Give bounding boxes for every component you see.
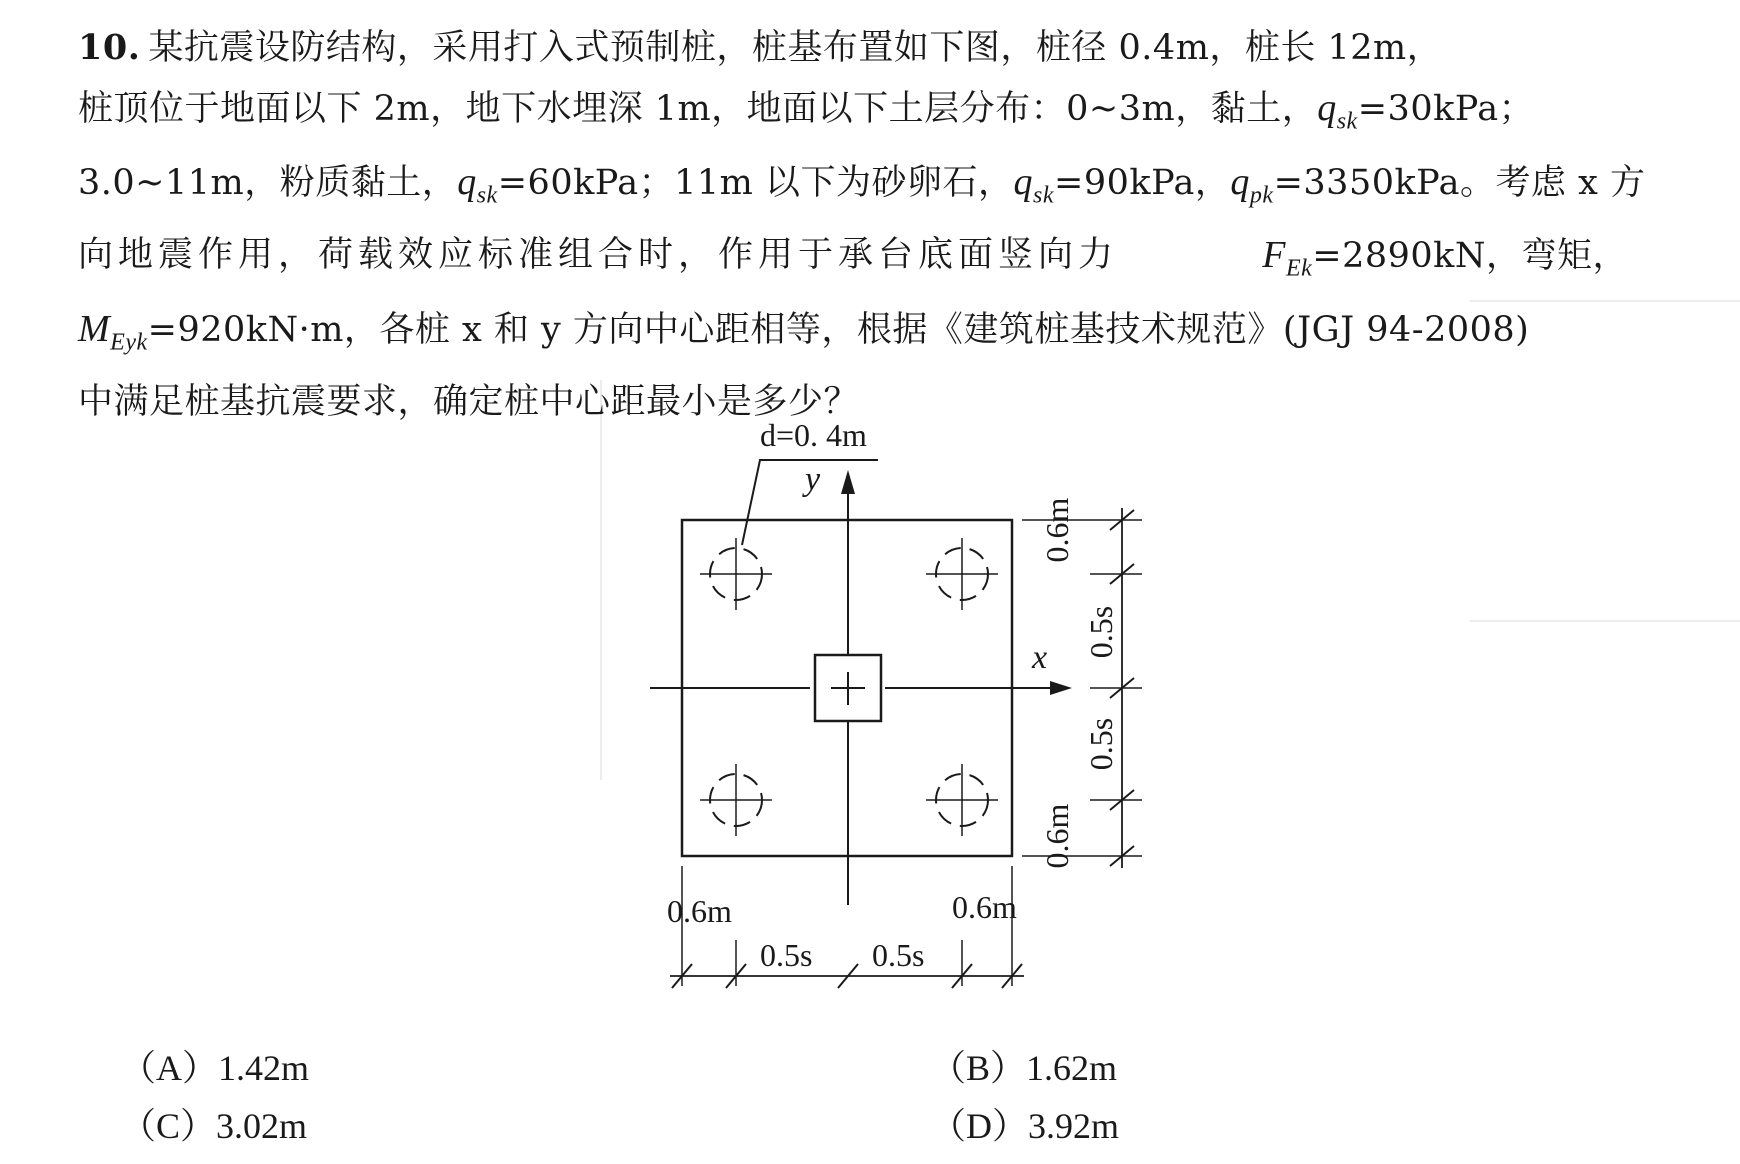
pile-bottom-left bbox=[700, 764, 772, 836]
option-d[interactable]: （D）3.92m bbox=[930, 1106, 1120, 1146]
question-line-1-text: 某抗震设防结构，采用打入式预制桩，桩基布置如下图，桩径 0.4m，桩长 12m， bbox=[148, 28, 1443, 68]
symbol-q: q bbox=[1317, 87, 1337, 129]
qpk-value: =3350kPa。考虑 x 方 bbox=[1273, 162, 1646, 203]
dim-right-half-spacing-bottom: 0.5s bbox=[1083, 717, 1119, 771]
qsk-silty-clay-value: =60kPa；11m 以下为砂卵石， bbox=[497, 162, 1014, 203]
dim-bottom-left-edge: 0.6m bbox=[667, 893, 732, 929]
option-c[interactable]: （C）3.02m bbox=[120, 1106, 308, 1146]
meyk-value: =920kN·m，各桩 x 和 y 方向中心距相等，根据《建筑桩基技术规范》(JGJ 94-2008) bbox=[147, 309, 1530, 350]
pile-top-left bbox=[700, 538, 772, 610]
question-line-6-text: 中满足桩基抗震要求，确定桩中心距最小是多少？ bbox=[78, 382, 860, 423]
option-b[interactable]: （B）1.62m bbox=[930, 1048, 1118, 1088]
x-axis-label: x bbox=[1032, 639, 1048, 676]
symbol-M: M bbox=[78, 307, 111, 350]
pile-top-right bbox=[926, 538, 998, 610]
question-line-3-text: 3.0~11m，粉质黏土， bbox=[78, 162, 458, 203]
y-axis-arrow bbox=[841, 470, 855, 494]
dim-right-half-spacing-top: 0.5s bbox=[1083, 605, 1119, 659]
subscript-sk: sk bbox=[1336, 108, 1358, 135]
dim-bottom-half-spacing-left: 0.5s bbox=[760, 937, 813, 973]
y-axis-label: y bbox=[805, 461, 821, 498]
pile-diameter-label: d=0. 4m bbox=[760, 417, 867, 453]
question-line-2-text: 桩顶位于地面以下 2m，地下水埋深 1m，地面以下土层分布：0~3m，黏土， bbox=[78, 89, 1318, 129]
symbol-q: q bbox=[1230, 160, 1250, 203]
symbol-F: F bbox=[1262, 234, 1286, 277]
x-axis-arrow bbox=[1050, 681, 1072, 695]
subscript-sk: sk bbox=[476, 182, 498, 209]
question-number: 10. bbox=[78, 27, 141, 68]
dim-right-bottom-edge: 0.6m bbox=[1039, 803, 1075, 869]
qsk-clay-value: =30kPa； bbox=[1357, 89, 1535, 129]
bottom-dimension-chain bbox=[667, 866, 1024, 988]
dim-bottom-half-spacing-right: 0.5s bbox=[872, 937, 925, 973]
qsk-gravel-value: =90kPa， bbox=[1054, 162, 1231, 203]
dim-bottom-right-edge: 0.6m bbox=[952, 889, 1017, 925]
symbol-q: q bbox=[1013, 160, 1033, 203]
subscript-Ek: Ek bbox=[1285, 255, 1313, 282]
subscript-pk: pk bbox=[1249, 182, 1274, 209]
subscript-Eyk: Eyk bbox=[110, 329, 148, 356]
subscript-sk: sk bbox=[1033, 182, 1054, 209]
symbol-q: q bbox=[457, 160, 477, 203]
right-dimension-chain bbox=[1022, 497, 1142, 868]
dim-right-top-edge: 0.6m bbox=[1039, 497, 1075, 563]
fek-value: =2890kN，弯矩， bbox=[1312, 236, 1628, 277]
option-a[interactable]: （A）1.42m bbox=[120, 1048, 310, 1088]
question-line-4-text: 向地震作用，荷载效应标准组合时，作用于承台底面竖向力 bbox=[78, 235, 1119, 276]
pile-bottom-right bbox=[926, 764, 998, 836]
